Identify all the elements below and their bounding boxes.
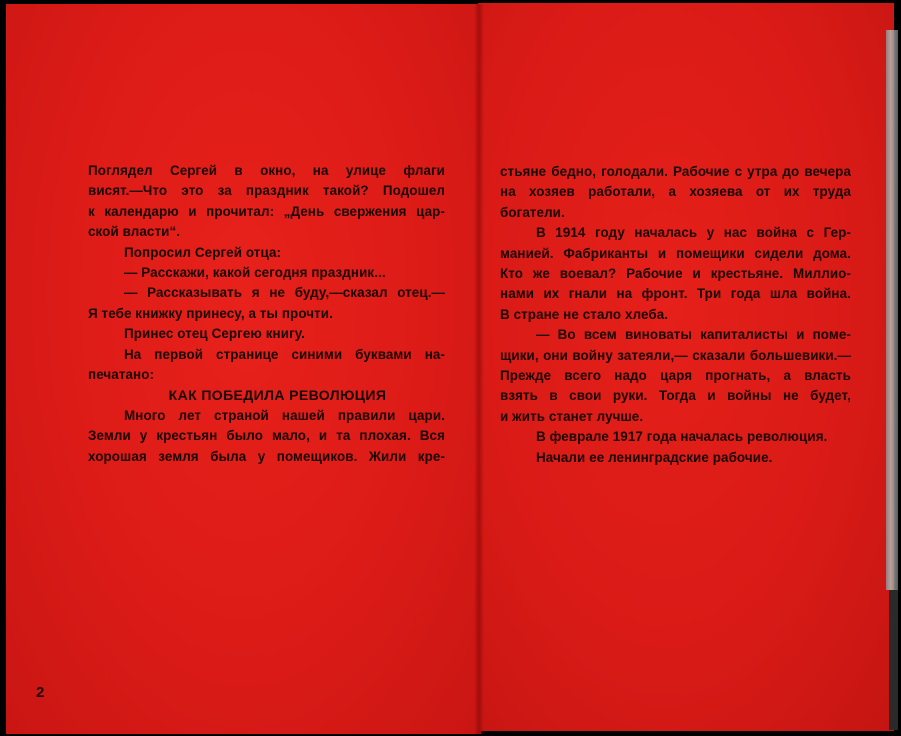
text-line: Принес отец Сергею книгу. <box>124 326 305 342</box>
text-line: висят.—Что это за праздник такой? Подошел <box>88 183 445 199</box>
text-line: — Рассказывать я не буду,—сказал отец.— <box>124 285 445 301</box>
text-line: Я тебе книжку принесу, а ты прочти. <box>88 305 333 321</box>
text-line: и жить станет лучше. <box>500 408 644 424</box>
text-line: Кто же воевал? Рабочие и крестьяне. Миллио- <box>500 266 851 282</box>
text-line: Прежде всего надо царя прогнать, а власть <box>500 368 851 384</box>
text-line: — Расскажи, какой сегодня праздник... <box>124 265 386 281</box>
page-edge <box>886 30 898 590</box>
text-line: взять в свои руки. Тогда и войны не будет, <box>500 388 851 404</box>
text-line: ской власти“. <box>88 224 181 240</box>
text-line: В 1914 году началась у нас война с Гер- <box>536 225 851 241</box>
right-page <box>478 3 894 731</box>
text-line: богатели. <box>500 204 565 220</box>
text-line: стьяне бедно, голодали. Рабочие с утра до вечера <box>500 164 851 179</box>
text-line: Поглядел Сергей в окно, на улице флаги <box>88 163 445 178</box>
text-line: — Во всем виноваты капиталисты и поме- <box>536 327 851 343</box>
page-number: 2 <box>36 684 45 701</box>
text-line: На первой странице синими буквами на- <box>124 346 445 362</box>
book-gutter <box>474 4 484 734</box>
left-page <box>6 4 481 734</box>
page-edge-shadow <box>889 590 898 730</box>
text-line: Попросил Сергей отца: <box>124 244 282 260</box>
text-line: хорошая земля была у помещиков. Жили кре- <box>88 448 445 464</box>
text-line: манией. Фабриканты и помещики сидели дома. <box>500 245 851 261</box>
right-page-text <box>500 162 851 468</box>
text-line: на хозяев работали, а хозяева от их труда <box>500 184 851 200</box>
text-line: печатано: <box>88 367 155 383</box>
text-line: щики, они войну затеяли,— сказали большевики.— <box>500 347 851 363</box>
text-line: В стране не стало хлеба. <box>500 306 669 322</box>
text-line: В феврале 1917 года началась революция. <box>536 429 828 445</box>
left-page-text <box>88 161 445 467</box>
text-line: Начали ее ленинградские рабочие. <box>536 449 773 465</box>
section-heading: КАК ПОБЕДИЛА РЕВОЛЮЦИЯ <box>168 387 387 404</box>
text-line: Много лет страной нашей правили цари. <box>124 407 445 423</box>
text-line: Земли у крестьян было мало, и та плохая. Вся <box>88 428 445 444</box>
text-line: к календарю и прочитал: „День свержения цар- <box>88 203 445 219</box>
text-line: нами их гнали на фронт. Три года шла война. <box>500 286 851 302</box>
